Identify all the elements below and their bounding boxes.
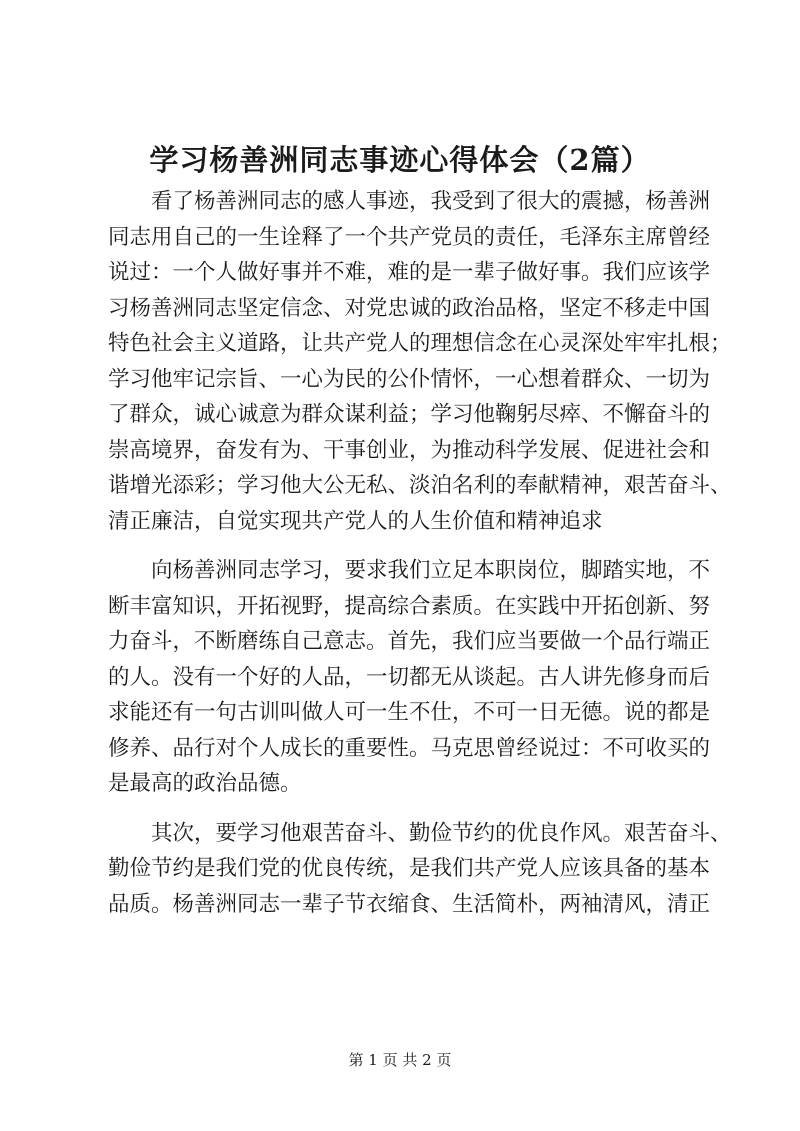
text-line: 勤俭节约是我们党的优良传统，是我们共产党人应该具备的基本	[108, 856, 711, 881]
text-line: 了群众，诚心诚意为群众谋利益；学习他鞠躬尽瘁、不懈奋斗的	[108, 402, 711, 427]
text-line: 习杨善洲同志坚定信念、对党忠诚的政治品格，坚定不移走中国	[108, 295, 711, 321]
document-body	[108, 184, 732, 936]
text-line: 同志用自己的一生诠释了一个共产党员的责任，毛泽东主席曾经	[108, 224, 711, 250]
text-line: 谐增光添彩；学习他大公无私、淡泊名利的奉献精神，艰苦奋斗、	[108, 473, 732, 498]
text-line: 说过：一个人做好事并不难，难的是一辈子做好事。我们应该学	[108, 260, 711, 285]
text-line: 力奋斗，不断磨练自己意志。首先，我们应当要做一个品行端正	[108, 629, 711, 654]
text-line: 清正廉洁，自觉实现共产党人的人生价值和精神追求	[108, 508, 603, 534]
text-line: 是最高的政治品德。	[108, 771, 302, 796]
text-line: 的人。没有一个好的人品，一切都无从谈起。古人讲先修身而后	[108, 664, 711, 690]
paragraph-3	[108, 816, 732, 923]
text-line: 特色社会主义道路，让共产党人的理想信念在心灵深处牢牢扎根；	[108, 331, 732, 356]
paragraph-1	[108, 184, 732, 539]
text-line: 品质。杨善洲同志一辈子节衣缩食、生活简朴，两袖清风，清正	[108, 891, 711, 917]
text-line: 看了杨善洲同志的感人事迹，我受到了很大的震撼，杨善洲	[151, 189, 711, 214]
text-line: 崇高境界，奋发有为、干事创业，为推动科学发展、促进社会和	[108, 437, 711, 463]
text-line: 断丰富知识，开拓视野，提高综合素质。在实践中开拓创新、努	[108, 593, 711, 619]
text-line: 修养、品行对个人成长的重要性。马克思曾经说过：不可收买的	[108, 735, 711, 761]
text-line: 学习他牢记宗旨、一心为民的公仆情怀，一心想着群众、一切为	[108, 366, 711, 392]
document-title: 学习杨善洲同志事迹心得体会（2篇）	[149, 143, 651, 177]
text-line: 求能还有一句古训叫做人可一生不仕，不可一日无德。说的都是	[108, 700, 711, 725]
page-footer: 第 1 页 共 2 页	[348, 1051, 452, 1069]
text-line: 向杨善洲同志学习，要求我们立足本职岗位，脚踏实地，不	[151, 558, 711, 583]
paragraph-2	[108, 553, 711, 802]
text-line: 其次，要学习他艰苦奋斗、勤俭节约的优良作风。艰苦奋斗、	[151, 820, 732, 846]
